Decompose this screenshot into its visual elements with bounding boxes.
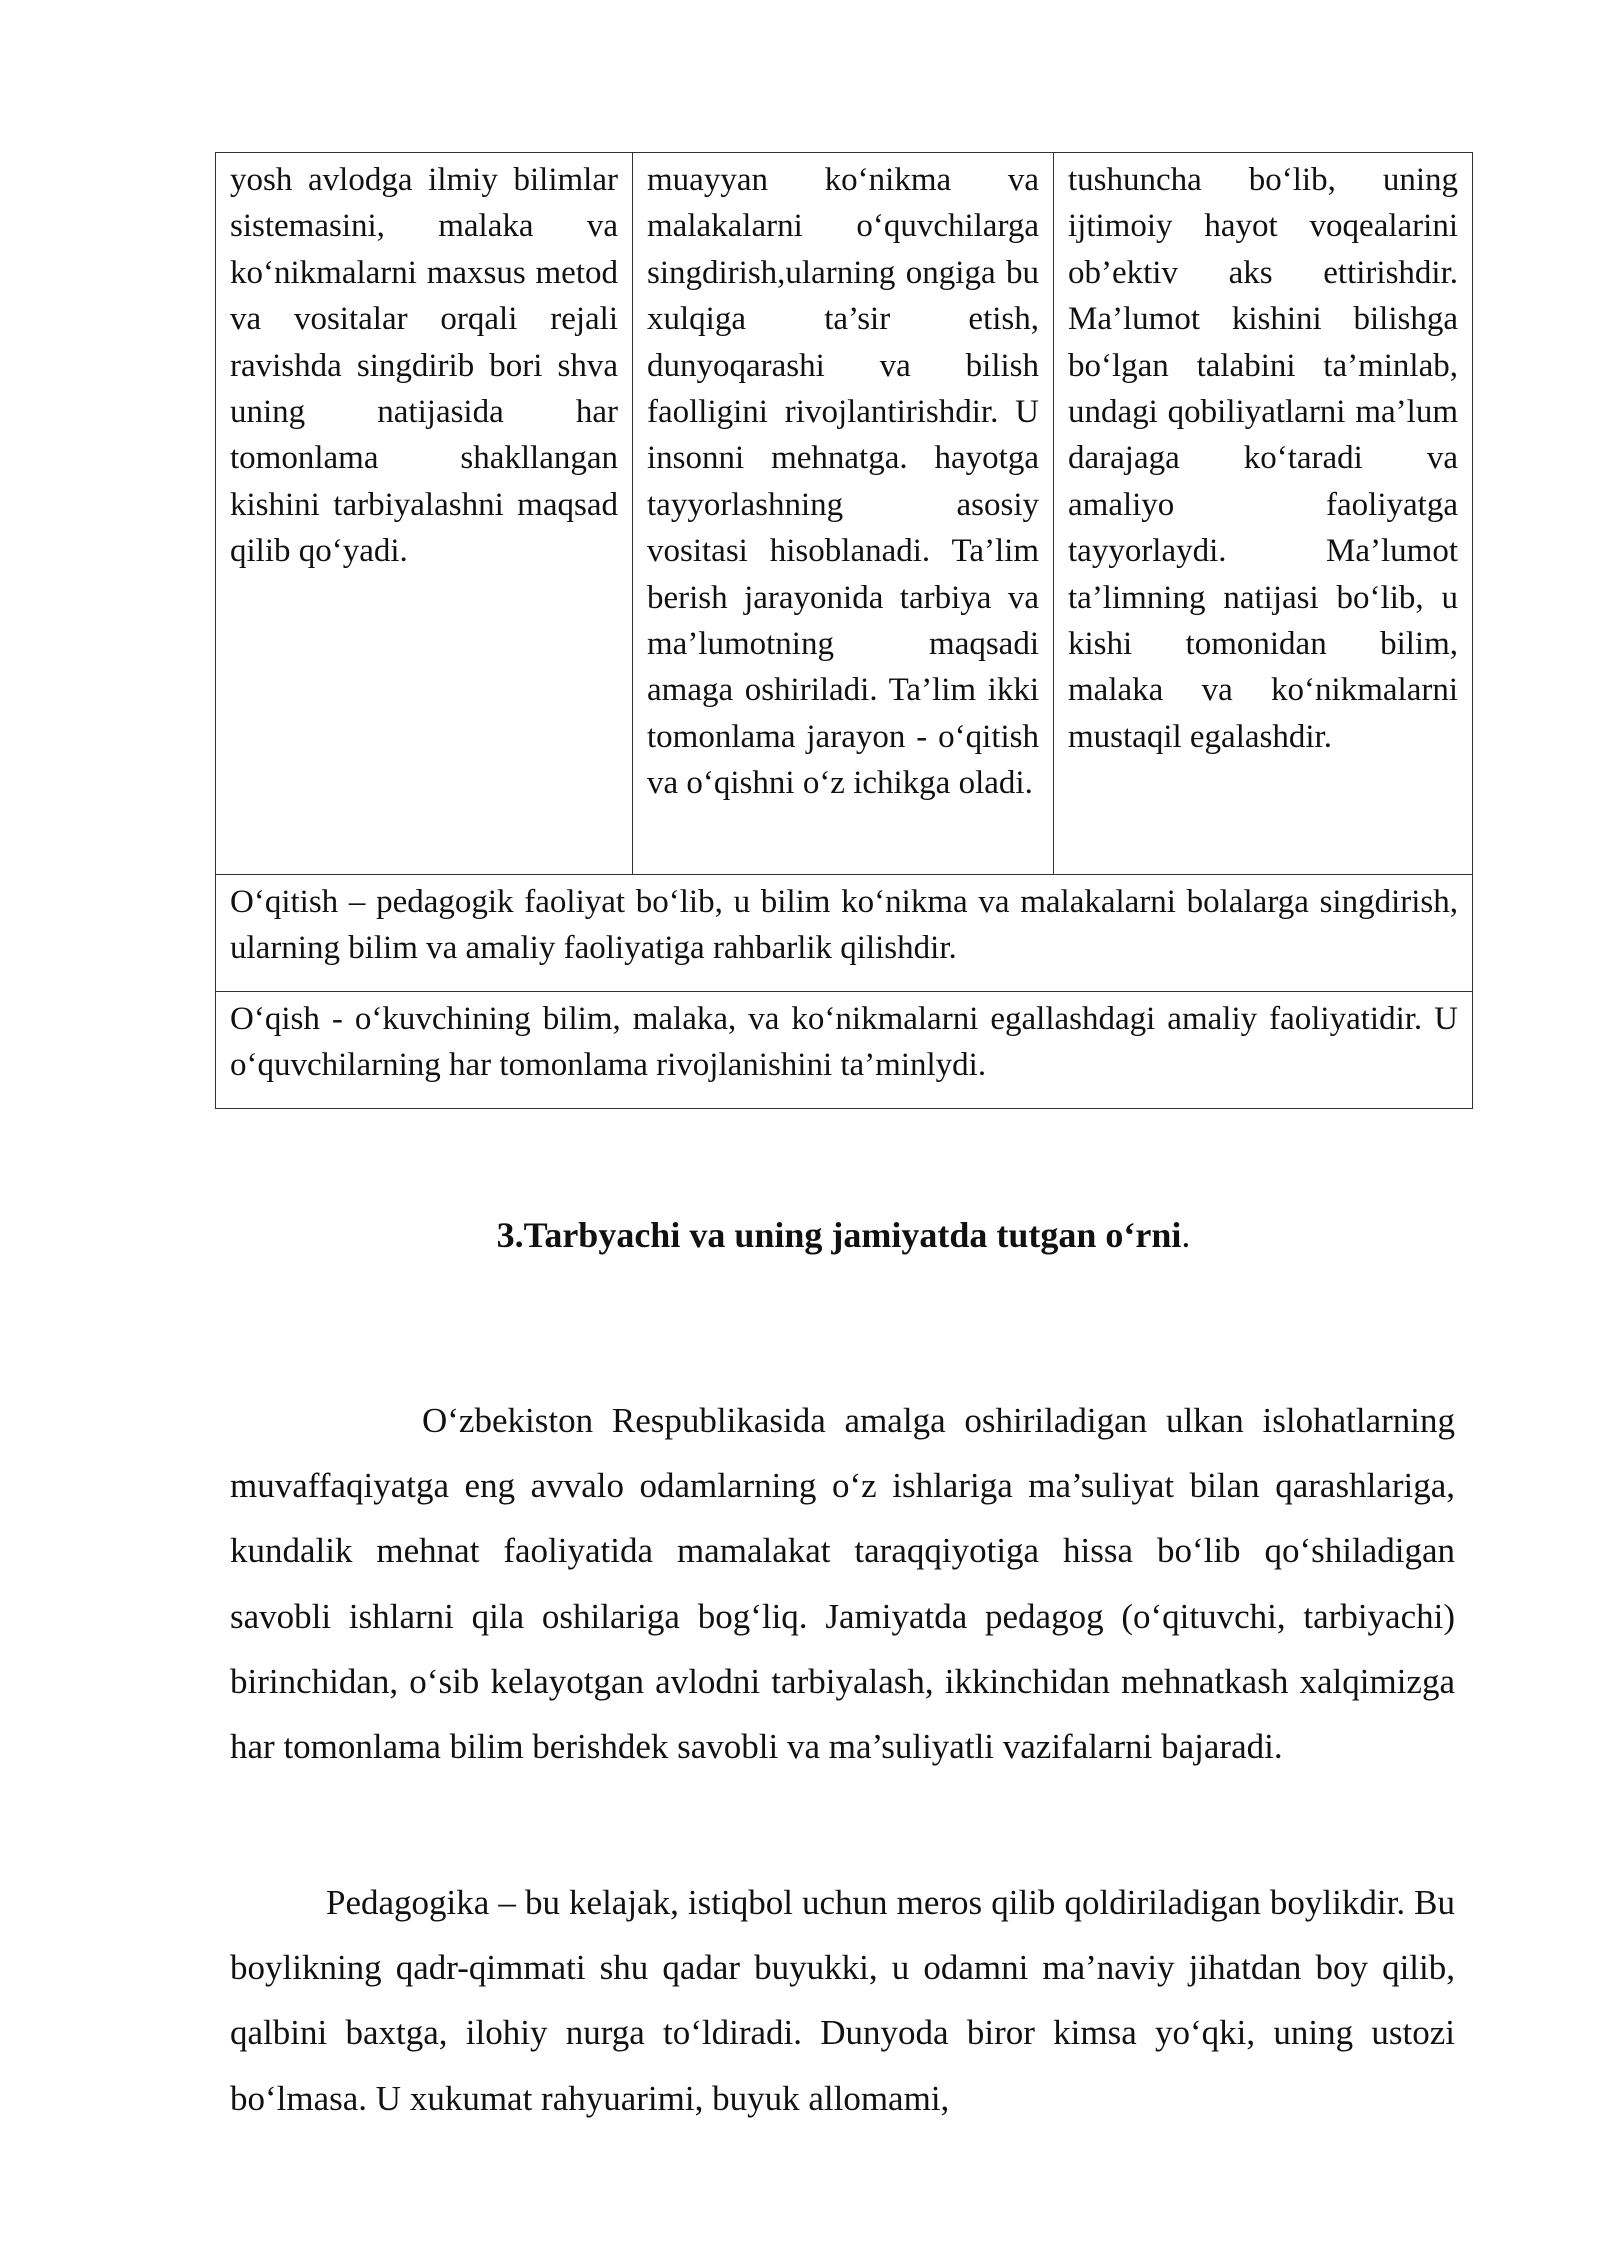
table-row bbox=[216, 153, 1473, 875]
table-row bbox=[216, 875, 1473, 992]
section-heading-period: . bbox=[1181, 1215, 1191, 1255]
body-paragraph: Pedagogika – bu kelajak, istiqbol uchun meros qilib qoldiriladigan boylikdir. Bu boylikning qadr-qimmati shu qadar buyukki, u odamni ma’naviy jihatdan boy qilib, qalbini baxtga, ilohiy nurga to‘ldiradi. Dunyoda biror kimsa yo‘qki, uning ustozi bo‘lmasa. U xukumat rahyuarimi, buyuk allomami, bbox=[230, 1883, 1455, 2118]
table-row bbox=[216, 992, 1473, 1109]
table-cell-oqitish: O‘qitish – pedagogik faoliyat bo‘lib, u bilim ko‘nikma va malakalarni bolalarga singdirish, ularning bilim va amaliy faoliyatiga rahbarlik qilishdir. bbox=[216, 875, 1473, 992]
table-cell-malumot: tushuncha bo‘lib, uning ijtimoiy hayot voqealarini ob’ektiv aks ettirishdir. Ma’lumot kishini bilishga bo‘lgan talabini ta’minlab, undagi qobiliyatlarni ma’lum darajaga ko‘taradi va amaliyo faoliyatga tayyorlaydi. Ma’lumot ta’limning natijasi bo‘lib, u kishi tomonidan bilim, malaka va ko‘nikmalarni mustaqil egalashdir. bbox=[1054, 153, 1473, 875]
table-cell-talim: muayyan ko‘nikma va malakalarni o‘quvchilarga singdirish,ularning ongiga bu xulqiga ta’sir etish, dunyoqarashi va bilish faolligini rivojlantirishdir. U insonni mehnatga. hayotga tayyorlashning asosiy vositasi hisoblanadi. Ta’lim berish jarayonida tarbiya va ma’lumotning maqsadi amaga oshiriladi. Ta’lim ikki tomonlama jarayon - o‘qitish va o‘qishni o‘z ichikga oladi. bbox=[633, 153, 1054, 875]
body-paragraph: O‘zbekiston Respublikasida amalga oshiriladigan ulkan islohatlarning muvaffaqiyatga eng avvalo odamlarning o‘z ishlariga ma’suliyat bilan qarashlariga, kundalik mehnat faoliyatida mamalakat taraqqiyotiga hissa bo‘lib qo‘shiladigan savobli ishlarni qila oshilariga bog‘liq. Jamiyatda pedagog (o‘qituvchi, tarbiyachi) birinchidan, o‘sib kelayotgan avlodni tarbiyalash, ikkinchidan mehnatkash xalqimizga har tomonlama bilim berishdek savobli va ma’suliyatli vazifalarni bajaradi. bbox=[230, 1401, 1455, 1767]
table-cell-oqish: O‘qish - o‘kuvchining bilim, malaka, va ko‘nikmalarni egallashdagi amaliy faoliyatidir. U o‘quvchilarning har tomonlama rivojlanishini ta’minlydi. bbox=[216, 992, 1473, 1109]
table-cell-tarbiya: yosh avlodga ilmiy bilimlar sistemasini, malaka va ko‘nikmalarni maxsus metod va vositalar orqali rejali ravishda singdirib bori shva uning natijasida har tomonlama shakllangan kishini tarbiyalashni maqsad qilib qo‘yadi. bbox=[216, 153, 633, 875]
section-heading-text: 3.Tarbyachi va uning jamiyatda tutgan o‘rni bbox=[496, 1215, 1182, 1255]
section-heading bbox=[215, 1205, 1472, 1265]
definitions-table bbox=[215, 152, 1473, 1109]
